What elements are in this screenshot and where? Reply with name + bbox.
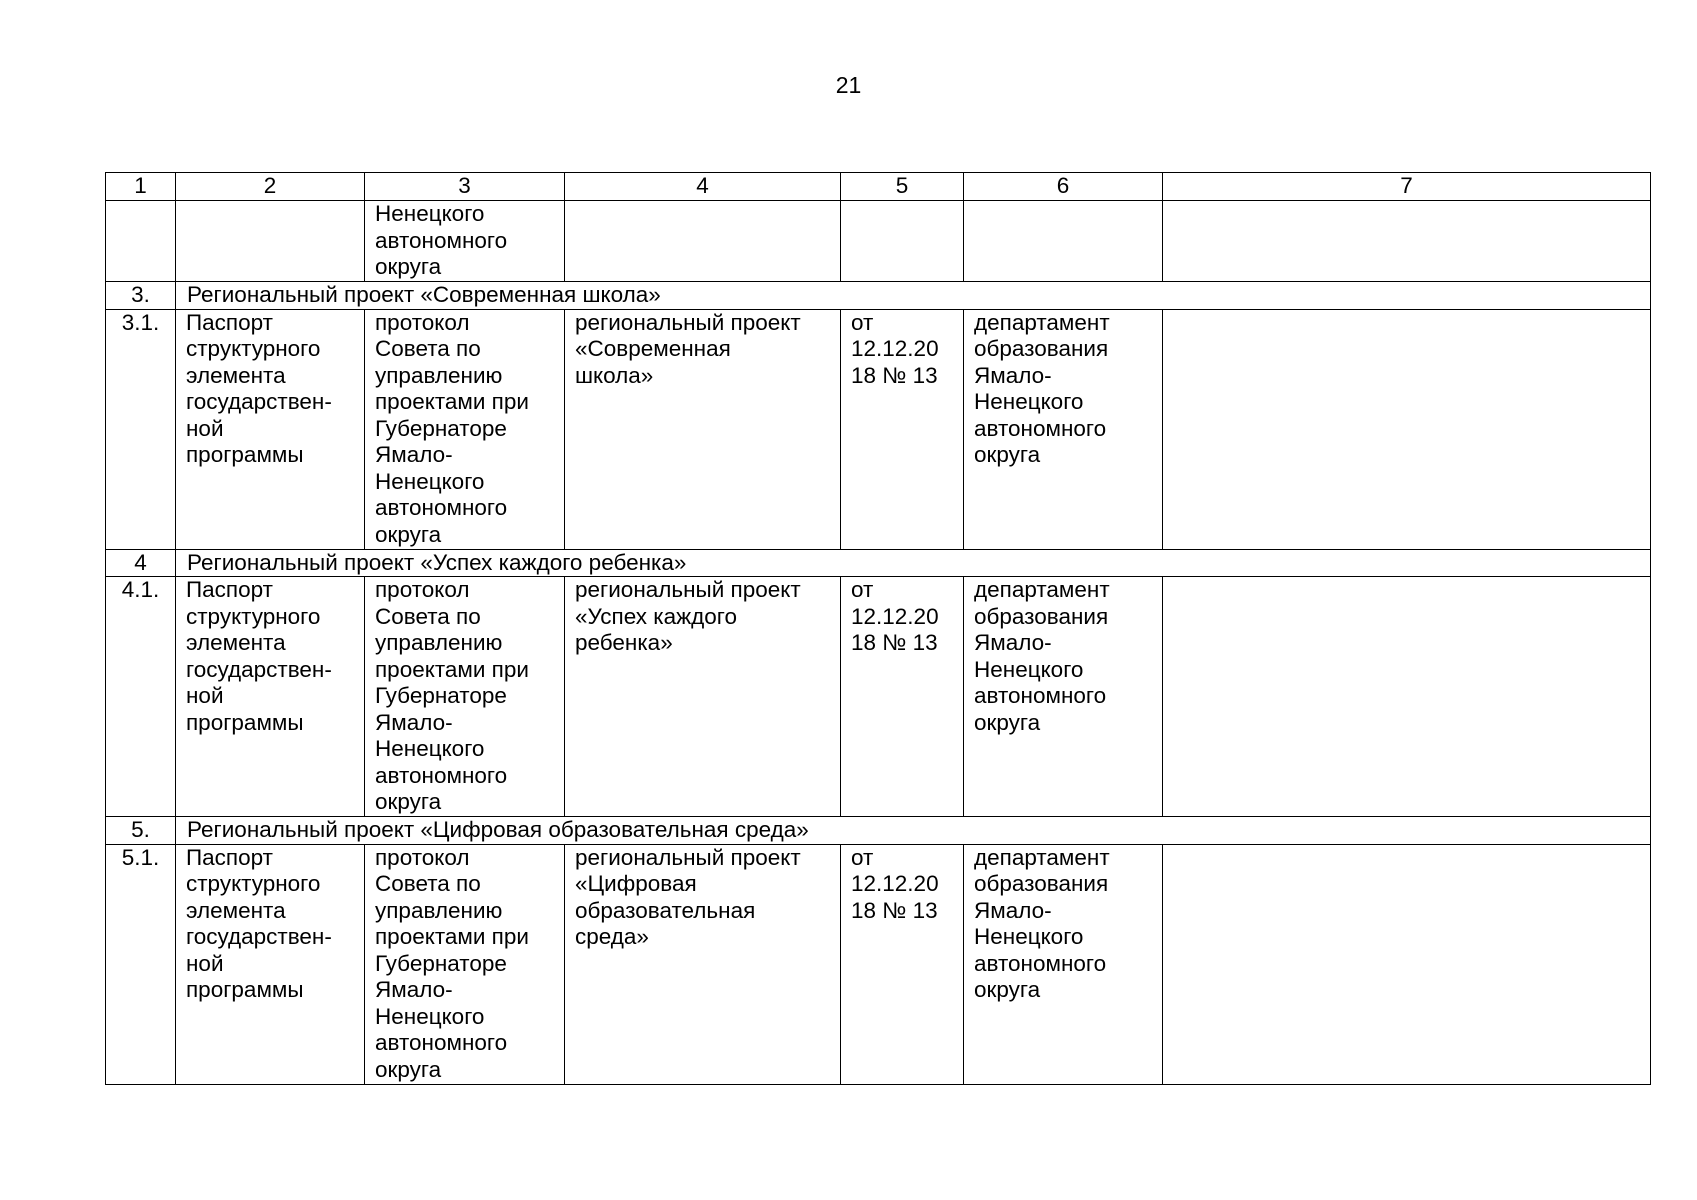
table-cell: от 12.12.20 18 № 13 <box>841 844 964 1084</box>
table-cell: департамент образования Ямало- Ненецкого автономного округа <box>964 309 1163 549</box>
section-row <box>106 817 1651 845</box>
section-number: 5. <box>106 817 176 845</box>
column-header: 4 <box>565 173 841 201</box>
table-row <box>106 844 1651 1084</box>
table-cell: региональный проект «Цифровая образовательная среда» <box>565 844 841 1084</box>
table-cell: протокол Совета по управлению проектами при Губернаторе Ямало- Ненецкого автономного округа <box>365 309 565 549</box>
table-cell: от 12.12.20 18 № 13 <box>841 577 964 817</box>
table-cell: Ненецкого автономного округа <box>365 201 565 282</box>
table-cell: департамент образования Ямало- Ненецкого автономного округа <box>964 577 1163 817</box>
table-cell <box>1163 201 1651 282</box>
table-cell <box>841 201 964 282</box>
table-cell: 5.1. <box>106 844 176 1084</box>
table-cell: Паспорт структурного элемента государствен- ной программы <box>176 844 365 1084</box>
table-cell: от 12.12.20 18 № 13 <box>841 309 964 549</box>
section-number: 4 <box>106 549 176 577</box>
table-row <box>106 577 1651 817</box>
table-cell: протокол Совета по управлению проектами при Губернаторе Ямало- Ненецкого автономного округа <box>365 844 565 1084</box>
table-cell: департамент образования Ямало- Ненецкого автономного округа <box>964 844 1163 1084</box>
table-cell <box>176 201 365 282</box>
table-cell <box>1163 577 1651 817</box>
column-header: 6 <box>964 173 1163 201</box>
table-cell: Паспорт структурного элемента государствен- ной программы <box>176 309 365 549</box>
column-header: 7 <box>1163 173 1651 201</box>
table-row <box>106 201 1651 282</box>
table-header-row <box>106 173 1651 201</box>
section-number: 3. <box>106 282 176 310</box>
table-cell: 4.1. <box>106 577 176 817</box>
column-header: 1 <box>106 173 176 201</box>
column-header: 2 <box>176 173 365 201</box>
table-cell: 3.1. <box>106 309 176 549</box>
section-title: Региональный проект «Современная школа» <box>176 282 1651 310</box>
column-header: 5 <box>841 173 964 201</box>
table-cell <box>1163 309 1651 549</box>
column-header: 3 <box>365 173 565 201</box>
table-cell <box>964 201 1163 282</box>
table-cell: региональный проект «Современная школа» <box>565 309 841 549</box>
table-row <box>106 309 1651 549</box>
table-cell <box>1163 844 1651 1084</box>
document-table <box>105 172 1651 1085</box>
page-number: 21 <box>835 72 862 98</box>
section-row <box>106 282 1651 310</box>
table-cell <box>565 201 841 282</box>
table-cell: Паспорт структурного элемента государствен- ной программы <box>176 577 365 817</box>
section-title: Региональный проект «Цифровая образовательная среда» <box>176 817 1651 845</box>
table-cell: протокол Совета по управлению проектами при Губернаторе Ямало- Ненецкого автономного округа <box>365 577 565 817</box>
section-title: Региональный проект «Успех каждого ребенка» <box>176 549 1651 577</box>
section-row <box>106 549 1651 577</box>
table-cell <box>106 201 176 282</box>
table-cell: региональный проект «Успех каждого ребенка» <box>565 577 841 817</box>
